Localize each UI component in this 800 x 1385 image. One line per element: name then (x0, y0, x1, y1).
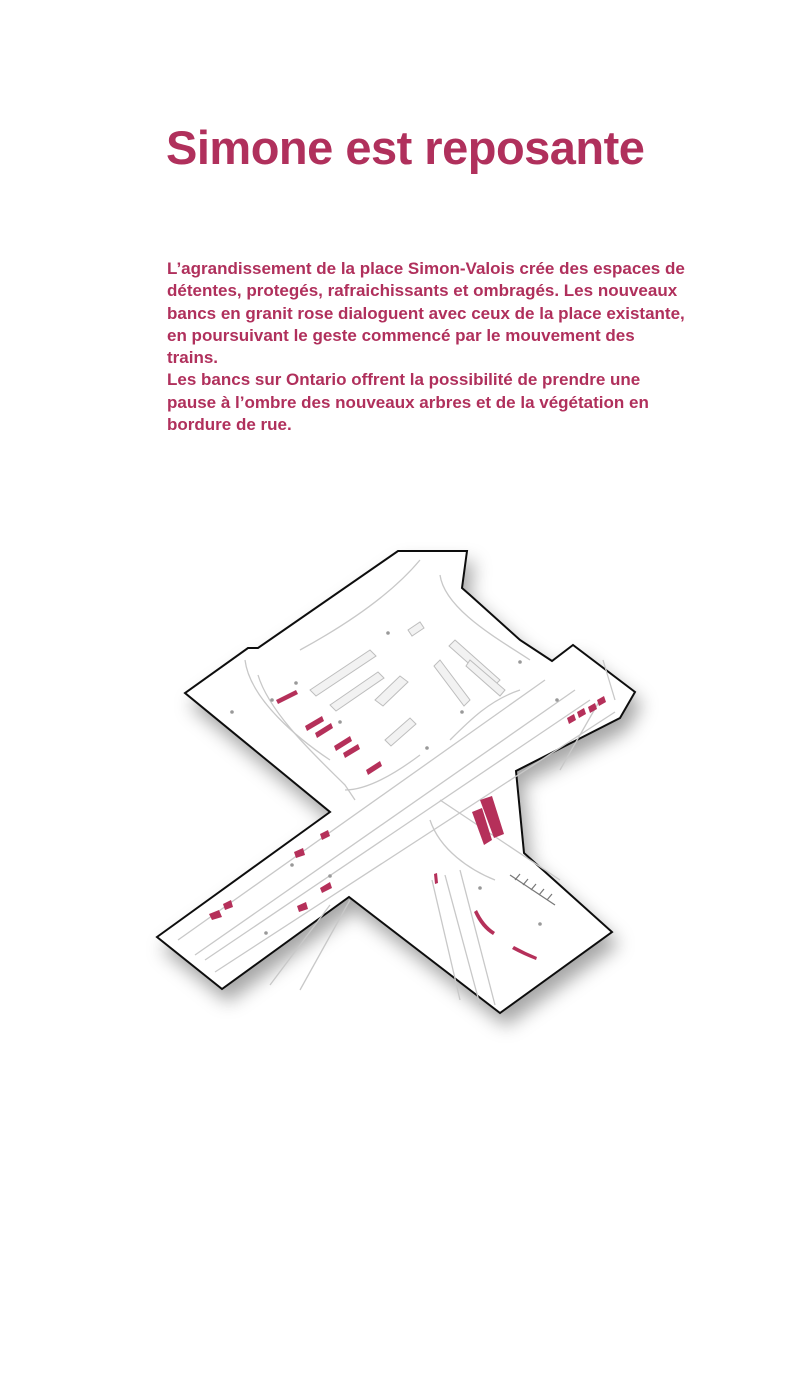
axonometric-site-plan (120, 535, 660, 1055)
description-paragraph-1: L’agrandissement de la place Simon-Valois crée des espaces de détentes, protegés, rafraichissants et ombragés. Les nouveaux bancs en granit rose dialoguent avec ceux de la place existante, en poursuivant le geste commencé par le mouvement des trains. (167, 259, 685, 368)
description (167, 258, 687, 436)
page-title: Simone est reposante (166, 121, 645, 174)
description-paragraph-2: Les bancs sur Ontario offrent la possibilité de prendre une pause à l’ombre des nouveaux arbres et de la végétation en bordure de rue. (167, 370, 649, 435)
